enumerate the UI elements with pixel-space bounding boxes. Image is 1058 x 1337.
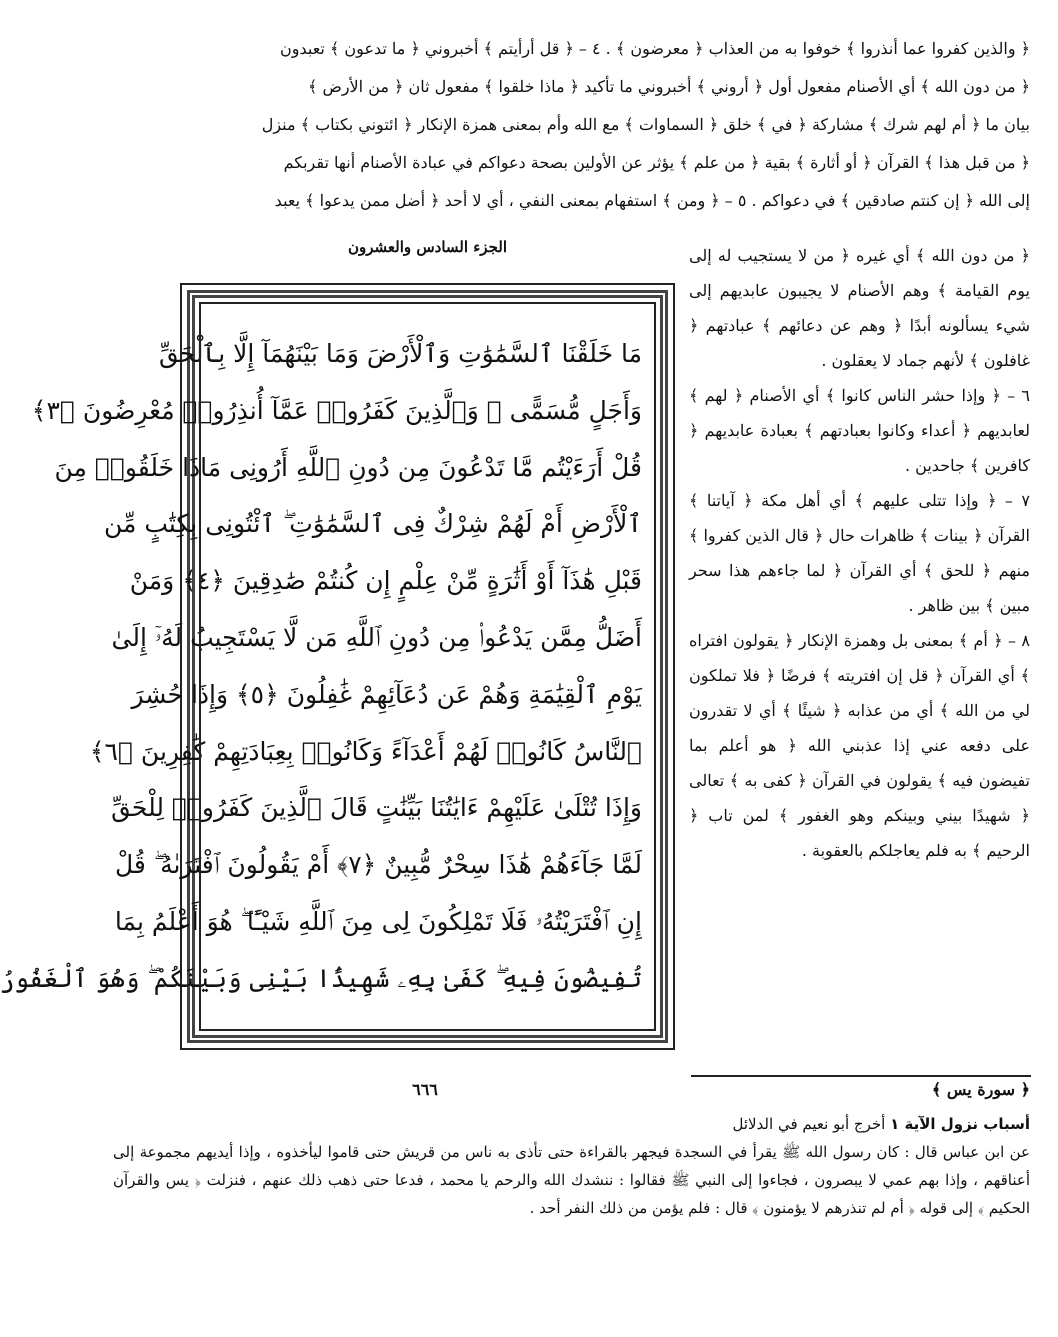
tafsir-line: ﴿ من دون الله ﴾ أي الأصنام مفعول أول ﴿ أروني ﴾ أخبروني ما تأكيد ﴿ ماذا خلقوا ﴾ مفعول ثان ﴿ من الأرض ﴾: [308, 77, 1030, 96]
asbab-intro: [113, 1110, 1030, 1138]
quran-line: تُفِيضُونَ فِيهِ ۖ كَفَىٰ بِهِۦ شَهِيدًۢا بَيْنِى وَبَيْنَكُمْ ۖ وَهُوَ ٱلْغَفُورُ: [0, 963, 642, 993]
quran-frame: [0, 283, 675, 1050]
commentary-paragraph: ٦ – ﴿ وإذا حشر الناس كانوا ﴾ أي الأصنام ﴿ لهم ﴾ لعابديهم ﴿ أعداء وكانوا بعبادتهم ﴾ بعبادة عابديهم ﴿ كافرين ﴾ جاحدين .: [689, 386, 1030, 475]
commentary-paragraph: ٧ – ﴿ وإذا تتلى عليهم ﴾ أي أهل مكة ﴿ آياتنا ﴾ القرآن ﴿ بينات ﴾ ظاهرات حال ﴿ قال الذين كفروا ﴾ منهم ﴿ للحق ﴾ أي القرآن ﴿ لما جاءهم هذا سحر مبين ﴾ بين ظاهر .: [689, 491, 1030, 615]
quran-line: ٱلنَّاسُ كَانُوا۟ لَهُمْ أَعْدَآءً وَكَانُوا۟ بِعِبَادَتِهِمْ كَٰفِرِينَ ﴿٦﴾: [89, 736, 642, 766]
quran-line: ٱلْأَرْضِ أَمْ لَهُمْ شِرْكٌ فِى ٱلسَّمَٰوَٰتِ ۖ ٱئْتُونِى بِكِتَٰبٍ مِّن: [104, 509, 642, 539]
quran-line: يَوْمِ ٱلْقِيَٰمَةِ وَهُمْ عَن دُعَآئِهِمْ غَٰفِلُونَ ﴿٥﴾ وَإِذَا حُشِرَ: [131, 679, 642, 709]
commentary-paragraph: ٨ – ﴿ أم ﴾ بمعنى بل وهمزة الإنكار ﴿ يقولون افتراه ﴾ أي القرآن ﴿ قل إن افتريته ﴾ فرضًا ﴿ فلا تملكون لي من الله ﴾ أي من عذابه ﴿ شيئًا ﴾ أي لا تقدرون على دفعه عني إذا عذبني الله ﴿ هو أعلم بما تفيضون فيه ﴾ يقولون في القرآن ﴿ كفى به ﴾ تعالى ﴿ شهيدًا بيني وبينكم وهو الغفور ﴾ لمن تاب ﴿ الرحيم ﴾ به فلم يعاجلكم بالعقوبة .: [689, 631, 1030, 860]
side-commentary: [689, 238, 1030, 868]
asbab-text: عن ابن عباس قال : كان رسول الله ﷺ يقرأ في السجدة فيجهر بالقراءة حتى تأذى به ناس من قريش حتى قاموا ليأخذوه ، وإذا أيديهم مجموعة إلى أعناقهم ، وإذا بهم عمي لا يبصرون ، فجاءوا إلى النبي ﷺ فقالوا : ننشدك الله والرحم يا محمد ، فدعا حتى ذهب ذلك عنهم ، فنزلت ﴿ يس والقرآن الحكيم ﴾ إلى قوله ﴿ أم لم تنذرهم لا يؤمنون ﴾ قال : فلم يؤمن من ذلك النفر أحد .: [113, 1143, 1030, 1217]
juz-header: الجزء السادس والعشرون: [347, 238, 507, 256]
tafsir-line: إلى الله ﴿ إن كنتم صادقين ﴾ في دعواكم . ٥ – ﴿ ومن ﴾ استفهام بمعنى النفي ، أي لا أحد ﴿ أضل ممن يدعوا ﴾ يعبد: [274, 191, 1030, 210]
sura-title: ﴿ سورة يس ﴾: [931, 1080, 1030, 1099]
page-number: ٦٦٦: [412, 1080, 438, 1099]
quran-line: مَا خَلَقْنَا ٱلسَّمَٰوَٰتِ وَٱلْأَرْضَ وَمَا بَيْنَهُمَآ إِلَّا بِٱلْحَقِّ: [158, 339, 642, 368]
quran-line: قُلْ أَرَءَيْتُم مَّا تَدْعُونَ مِن دُونِ ٱللَّهِ أَرُونِى مَاذَا خَلَقُوا۟ مِنَ: [54, 452, 642, 482]
asbab-heading: أسباب نزول الآية ١: [890, 1115, 1030, 1133]
asbab-block: [113, 1110, 1030, 1222]
quran-line: وَأَجَلٍ مُّسَمًّى ۚ وَٱلَّذِينَ كَفَرُوا۟ عَمَّآ أُنذِرُوا۟ مُعْرِضُونَ ﴿٣﴾: [31, 395, 642, 425]
tafsir-line: ﴿ من قبل هذا ﴾ القرآن ﴿ أو أثارة ﴾ بقية ﴿ من علم ﴾ يؤثر عن الأولين بصحة دعواكم في عبادة الأصنام أنها تقربكم: [283, 153, 1030, 172]
quran-line: وَإِذَا تُتْلَىٰ عَلَيْهِمْ ءَايَٰتُنَا بَيِّنَٰتٍ قَالَ ٱلَّذِينَ كَفَرُوا۟ لِلْحَقِّ: [111, 793, 642, 823]
asbab-source: أخرج أبو نعيم في الدلائل: [732, 1115, 886, 1133]
tafsir-line: ﴿ والذين كفروا عما أنذروا ﴾ خوفوا به من العذاب ﴿ معرضون ﴾ . ٤ – ﴿ قل أرأيتم ﴾ أخبروني ﴿ ما تدعون ﴾ تعبدون: [280, 39, 1030, 58]
sura-divider: [691, 1075, 1031, 1077]
commentary-paragraph: ﴿ من دون الله ﴾ أي غيره ﴿ من لا يستجيب له إلى يوم القيامة ﴾ وهم الأصنام لا يجيبون عابديهم إلى شيء يسألونه أبدًا ﴿ وهم عن دعائهم ﴾ عبادتهم ﴿ غافلون ﴾ لأنهم جماد لا يعقلون .: [689, 246, 1030, 370]
quran-line: إِنِ ٱفْتَرَيْتُهُۥ فَلَا تَمْلِكُونَ لِى مِنَ ٱللَّهِ شَيْـًٔا ۖ هُوَ أَعْلَمُ بِمَا: [114, 906, 642, 936]
quran-line: أَضَلُّ مِمَّن يَدْعُوا۟ مِن دُونِ ٱللَّهِ مَن لَّا يَسْتَجِيبُ لَهُۥٓ إِلَىٰ: [111, 622, 642, 652]
tafsir-line: بيان ما ﴿ أم لهم شرك ﴾ مشاركة ﴿ في ﴾ خلق ﴿ السماوات ﴾ مع الله وأم بمعنى همزة الإنكار ﴿ ائتوني بكتاب ﴾ منزل: [261, 115, 1030, 134]
quran-line: قَبْلِ هَٰذَآ أَوْ أَثَٰرَةٍ مِّنْ عِلْمٍ إِن كُنتُمْ صَٰدِقِينَ ﴿٤﴾ وَمَنْ: [129, 566, 642, 596]
tafsir-top-block: [113, 30, 1030, 220]
quran-line: لَمَّا جَآءَهُمْ هَٰذَا سِحْرٌ مُّبِينٌ ﴿٧﴾ أَمْ يَقُولُونَ ٱفْتَرَىٰهُ ۖ قُلْ: [114, 850, 642, 880]
quran-frame-border: [0, 290, 668, 1043]
